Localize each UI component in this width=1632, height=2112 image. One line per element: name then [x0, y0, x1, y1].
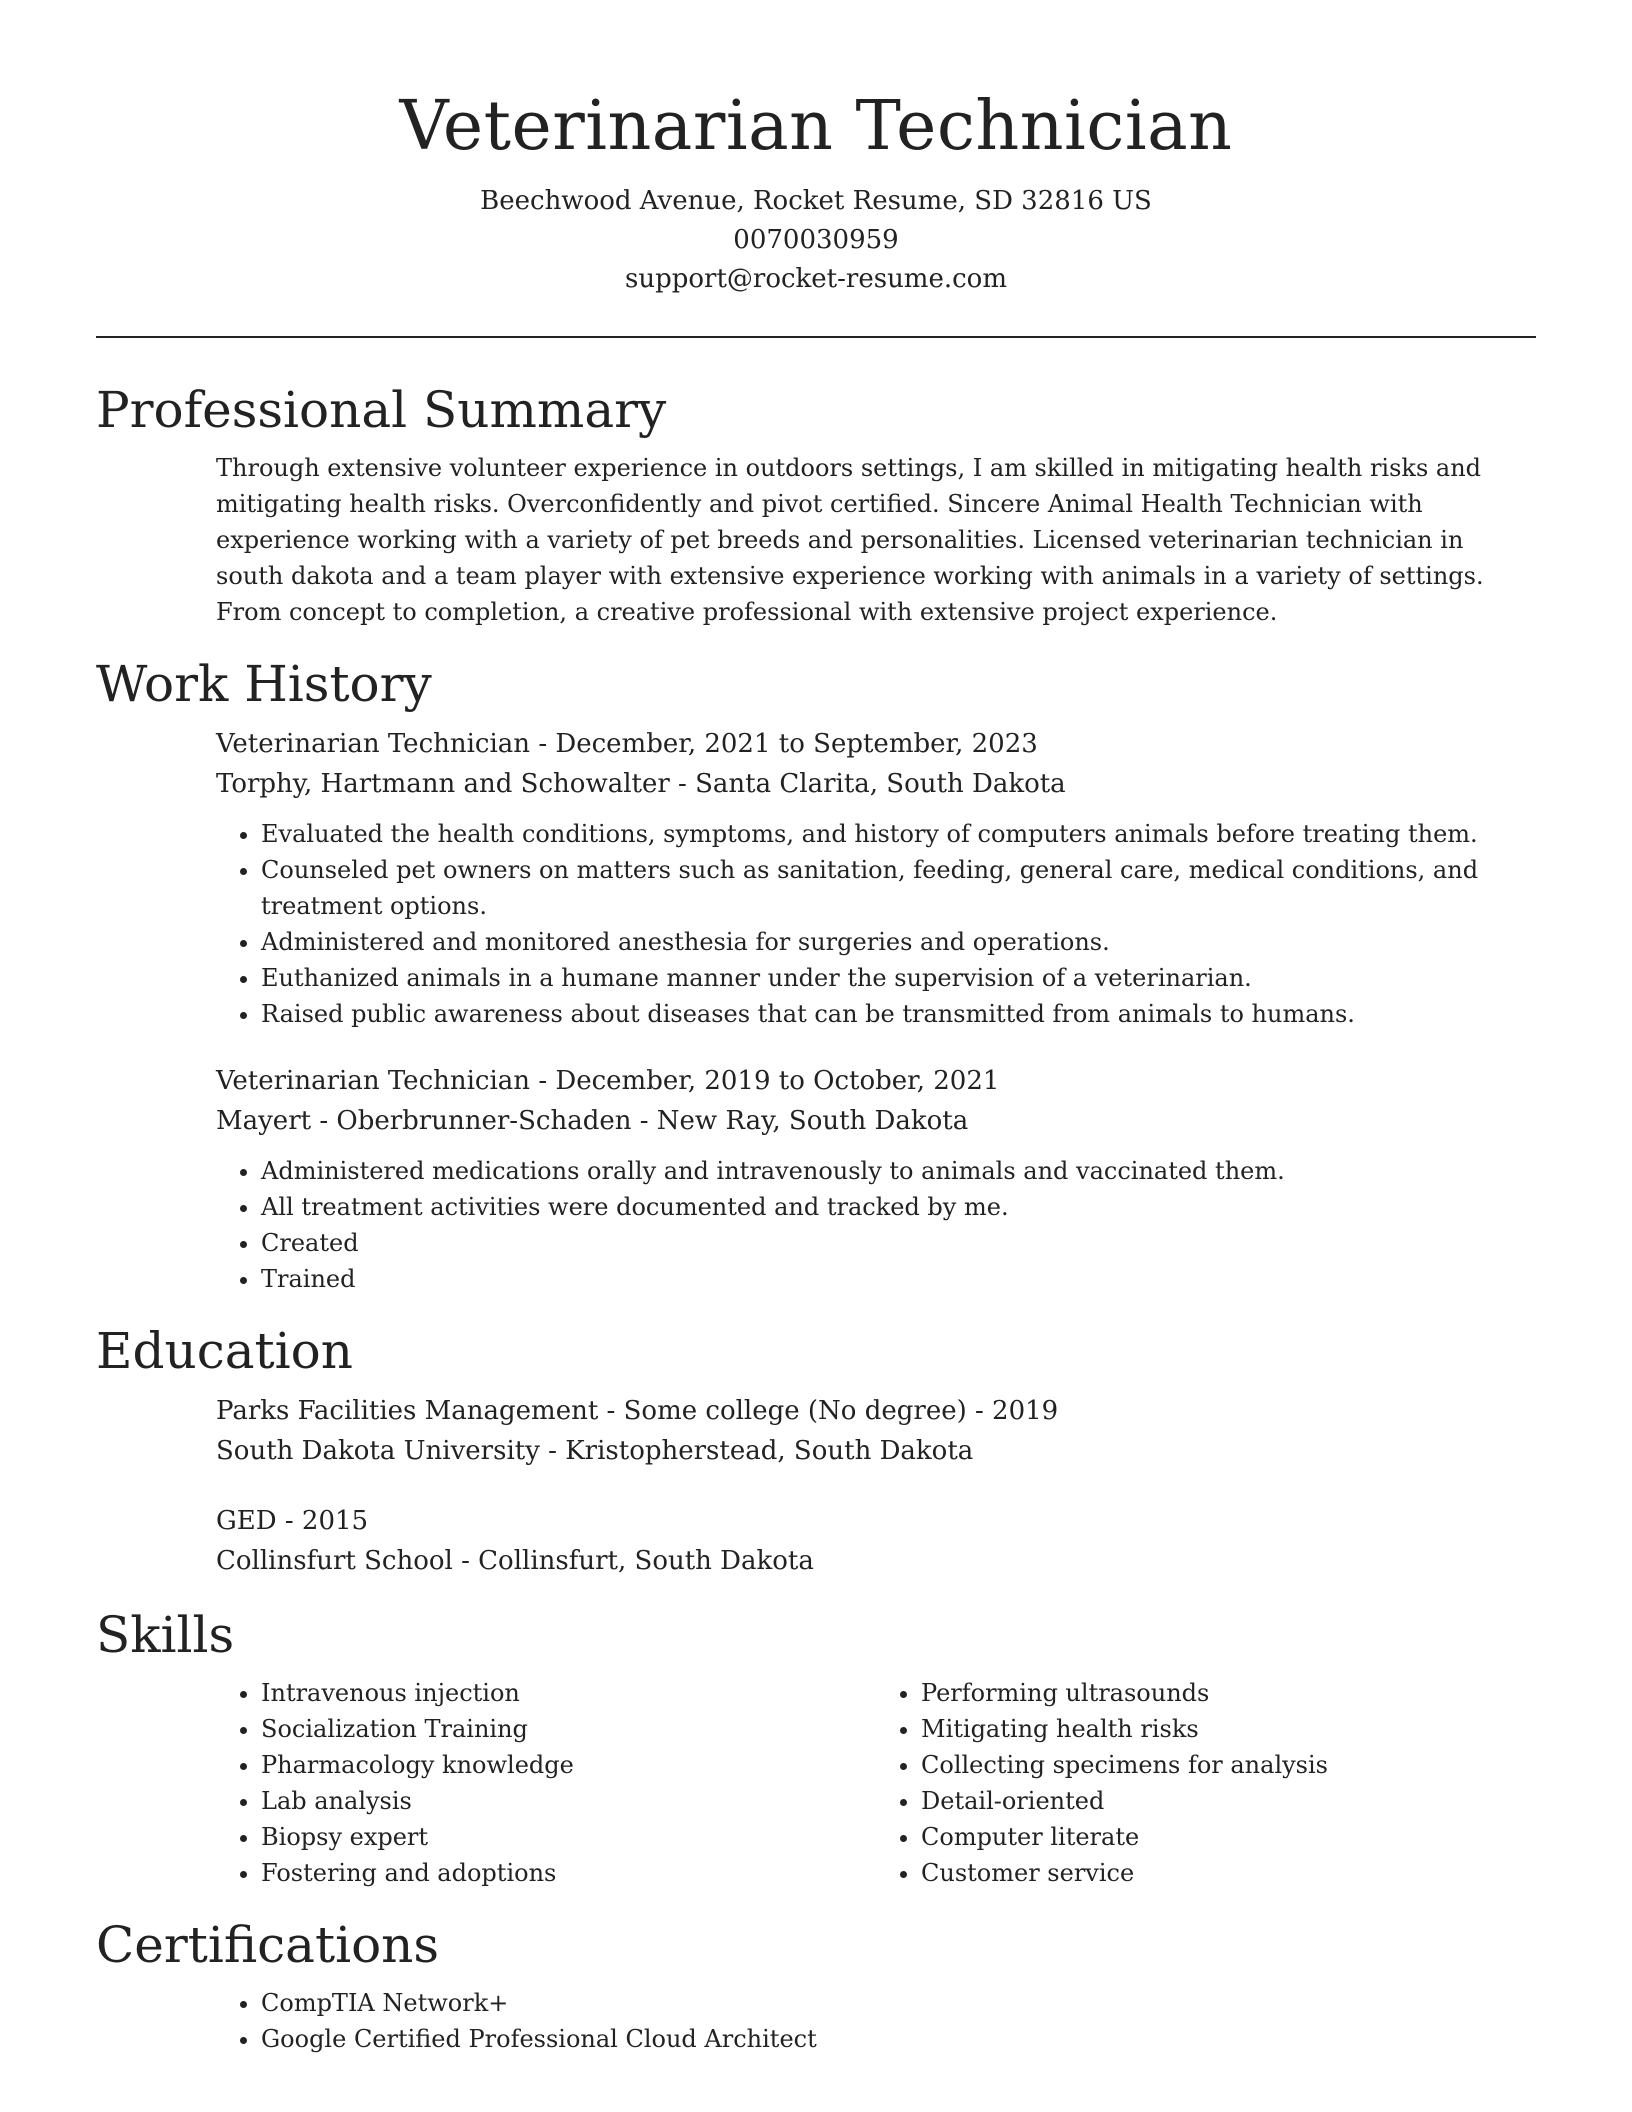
list-item: • Evaluated the health conditions, symptoms, and history of computers animals before treating them.	[261, 816, 1536, 852]
education-location: - Kristopherstead, South Dakota	[539, 1436, 974, 1466]
list-item: • Mitigating health risks	[921, 1711, 1536, 1747]
header-divider	[96, 336, 1536, 338]
job-title-line	[216, 724, 1536, 764]
job-role: Veterinarian Technician	[216, 729, 531, 759]
list-item: • Biopsy expert	[261, 1819, 876, 1855]
job-bullets	[216, 1153, 1536, 1297]
education-degree: GED - 2015	[216, 1506, 369, 1536]
job-company-line	[216, 764, 1536, 804]
list-item: • Raised public awareness about diseases that can be transmitted from animals to humans.	[261, 996, 1536, 1032]
education-location: - Collinsfurt, South Dakota	[452, 1546, 814, 1576]
summary-text: Through extensive volunteer experience in outdoors settings, I am skilled in mitigating health risks and mitigating health risks. Overconfidently and pivot certified. Sincere Animal Health Technician with experience working with a variety of pet breeds and personalities. Licensed veterinarian technician in south dakota and a team player with extensive experience working with animals in a variety of settings. From concept to completion, a creative professional with extensive project experience.	[216, 454, 1484, 626]
contact-phone: 0070030959	[733, 225, 899, 255]
education-heading: Education	[96, 1322, 353, 1380]
list-item: • Fostering and adoptions	[261, 1855, 876, 1891]
list-item: • Customer service	[921, 1855, 1536, 1891]
list-item: • All treatment activities were documented and tracked by me.	[261, 1189, 1536, 1225]
list-item: • CompTIA Network+	[261, 1985, 1536, 2021]
job-company: Mayert - Oberbrunner-Schaden	[216, 1106, 632, 1136]
education-school-line	[216, 1541, 1536, 1581]
skills-column-left	[216, 1675, 876, 1891]
education-school: Collinsfurt School	[216, 1546, 453, 1576]
summary-heading: Professional Summary	[96, 381, 667, 439]
summary-section	[96, 378, 1536, 630]
list-item: • Trained	[261, 1261, 1536, 1297]
education-school-line	[216, 1431, 1536, 1471]
job-location: - New Ray, South Dakota	[631, 1106, 969, 1136]
list-item: • Counseled pet owners on matters such as sanitation, feeding, general care, medical conditions, and treatment options.	[261, 852, 1536, 924]
skills-grid	[216, 1675, 1536, 1891]
job-entry	[216, 1061, 1536, 1297]
list-item: • Google Certified Professional Cloud Architect	[261, 2021, 1536, 2057]
list-item: • Computer literate	[921, 1819, 1536, 1855]
list-item: • Performing ultrasounds	[921, 1675, 1536, 1711]
education-degree: Parks Facilities Management - Some college (No degree) - 2019	[216, 1396, 1059, 1426]
list-item: • Administered and monitored anesthesia for surgeries and operations.	[261, 924, 1536, 960]
job-dates: - December, 2021 to September, 2023	[530, 729, 1038, 759]
job-company-line	[216, 1101, 1536, 1141]
certifications-section	[96, 1913, 1536, 2057]
list-item: • Collecting specimens for analysis	[921, 1747, 1536, 1783]
list-item: • Administered medications orally and intravenously to animals and vaccinated them.	[261, 1153, 1536, 1189]
list-item: • Lab analysis	[261, 1783, 876, 1819]
job-location: - Santa Clarita, South Dakota	[669, 769, 1066, 799]
job-title-line	[216, 1061, 1536, 1101]
list-item: • Detail-oriented	[921, 1783, 1536, 1819]
list-item: • Created	[261, 1225, 1536, 1261]
skills-heading: Skills	[96, 1606, 235, 1664]
education-entry	[216, 1501, 1536, 1581]
job-company: Torphy, Hartmann and Schowalter	[216, 769, 670, 799]
certifications-list	[216, 1985, 1536, 2057]
contact-block	[96, 182, 1536, 299]
work-section	[96, 652, 1536, 1297]
summary-body	[216, 450, 1536, 630]
list-item: • Pharmacology knowledge	[261, 1747, 876, 1783]
list-item: • Intravenous injection	[261, 1675, 876, 1711]
contact-address: Beechwood Avenue, Rocket Resume, SD 32816 US	[480, 186, 1152, 216]
education-entry	[216, 1391, 1536, 1471]
job-role: Veterinarian Technician	[216, 1066, 531, 1096]
job-dates: - December, 2019 to October, 2021	[530, 1066, 1000, 1096]
resume-page	[96, 0, 1536, 2057]
candidate-name: Veterinarian Technician	[399, 87, 1233, 166]
job-entry	[216, 724, 1536, 1032]
list-item: • Socialization Training	[261, 1711, 876, 1747]
education-section	[96, 1319, 1536, 1581]
contact-email: support@rocket-resume.com	[624, 264, 1007, 294]
education-school: South Dakota University	[216, 1436, 540, 1466]
list-item: • Euthanized animals in a humane manner under the supervision of a veterinarian.	[261, 960, 1536, 996]
resume-header	[96, 0, 1536, 299]
work-heading: Work History	[96, 655, 432, 713]
certifications-body	[216, 1985, 1536, 2057]
skills-column-right	[876, 1675, 1536, 1891]
certifications-heading: Certifications	[96, 1916, 440, 1974]
job-bullets	[216, 816, 1536, 1032]
skills-section	[96, 1603, 1536, 1891]
